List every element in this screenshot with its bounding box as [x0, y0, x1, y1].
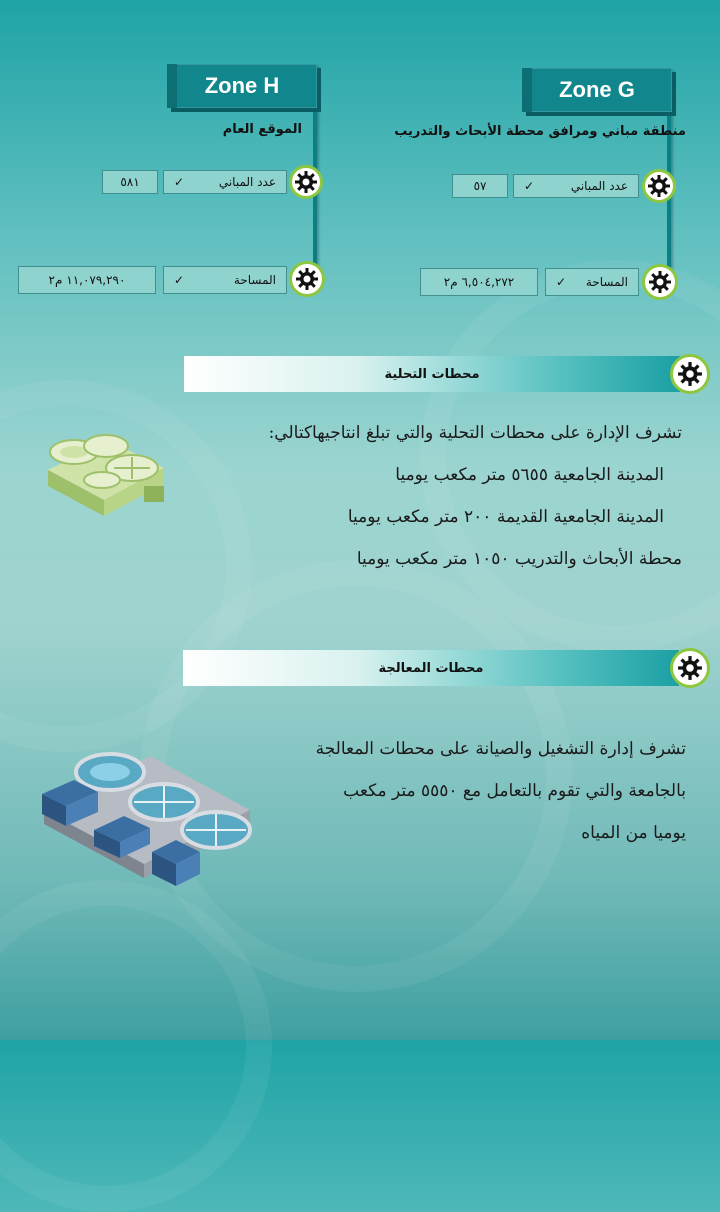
treatment-text [256, 728, 686, 854]
zone-g-subtitle: منطقة مباني ومرافق محطة الأبحاث والتدريب [394, 124, 686, 139]
gear-icon [295, 267, 319, 291]
desalination-text [222, 412, 682, 580]
gear-icon [677, 361, 703, 387]
buildings-label-text: عدد المباني [570, 179, 628, 193]
zone-h-buildings-gear-badge [289, 165, 323, 199]
gear-icon [647, 174, 671, 198]
zone-h-area-value: ١١,٠٧٩,٢٩٠ م٢ [18, 266, 156, 294]
zone-h-buildings-value: ٥٨١ [102, 170, 158, 194]
desalination-line-1: المدينة الجامعية ٥٦٥٥ متر مكعب يوميا [395, 465, 664, 485]
zone-h-area-label [163, 266, 287, 294]
treatment-plant-illustration [38, 740, 254, 900]
treatment-title: محطات المعالجة [378, 660, 484, 676]
zone-h-buildings-label [163, 170, 287, 194]
treatment-section-bar [183, 650, 679, 686]
check-icon: ✓ [524, 179, 535, 193]
treatment-line-3: يوميا من المياه [581, 823, 686, 843]
zone-g-buildings-label [513, 174, 639, 198]
zone-g-area-label [545, 268, 639, 296]
zone-h-area-gear-badge [289, 261, 325, 297]
desalination-title: محطات التحلية [384, 366, 480, 382]
check-icon: ✓ [174, 175, 185, 189]
treatment-line-1: تشرف إدارة التشغيل والصيانة على محطات المعالجة [315, 739, 686, 759]
zone-g-area-gear-badge [642, 264, 678, 300]
check-icon: ✓ [174, 273, 185, 287]
area-label-text: المساحة [585, 275, 628, 289]
zone-h-subtitle: الموقع العام [222, 122, 302, 137]
desalination-intro: تشرف الإدارة على محطات التحلية والتي تبلغ انتاجيهاكتالي: [268, 423, 682, 443]
desalination-gear-badge [670, 354, 710, 394]
buildings-label-text: عدد المباني [218, 175, 276, 189]
gear-icon [648, 270, 672, 294]
treatment-line-2: بالجامعة والتي تقوم بالتعامل مع ٥٥٥٠ متر مكعب [343, 781, 686, 801]
zone-g-buildings-value: ٥٧ [452, 174, 508, 198]
area-label-text: المساحة [233, 273, 276, 287]
check-icon: ✓ [556, 275, 567, 289]
zone-h-tab: Zone H [167, 64, 317, 108]
desalination-section-bar [184, 356, 680, 392]
desalination-line-2: المدينة الجامعية القديمة ٢٠٠ متر مكعب يوميا [347, 507, 664, 527]
zone-g-area-value: ٦,٥٠٤,٢٧٢ م٢ [420, 268, 538, 296]
zone-g-tab: Zone G [522, 68, 672, 112]
zone-g-buildings-gear-badge [642, 169, 676, 203]
gear-icon [294, 170, 318, 194]
treatment-gear-badge [670, 648, 710, 688]
desalination-line-3: محطة الأبحاث والتدريب ١٠٥٠ متر مكعب يوميا [356, 549, 682, 569]
gear-icon [677, 655, 703, 681]
water-plant-illustration [44, 420, 168, 520]
